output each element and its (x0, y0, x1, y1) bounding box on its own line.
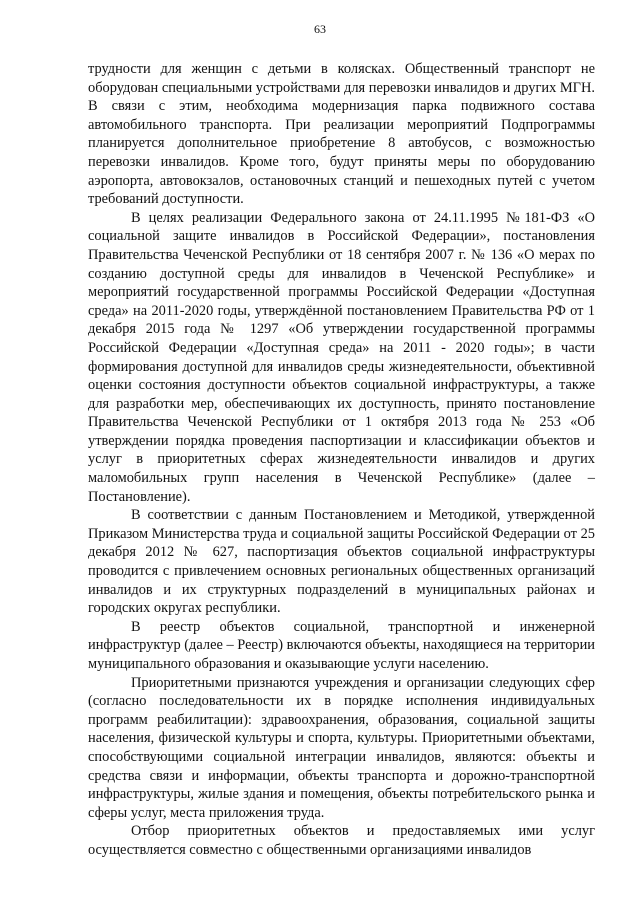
paragraph-continuation: трудности для женщин с детьми в колясках. Общественный транспорт не оборудован специальными устройствами для перевозки инвалидов и других МГН. В связи с этим, необходима модернизация парка подвижного состава автомобильного транспорта. При реализации мероприятий Подпрограммы планируется дополнительное приобретение 8 автобусов, с возможностью перевозки инвалидов. Кроме того, будут приняты меры по оборудованию аэропорта, автовокзалов, остановочных станций и пешеходных путей с учетом требований доступности. (88, 61, 595, 208)
document-body (88, 60, 595, 860)
page-number: 63 (314, 22, 326, 36)
paragraph-registry: В реестр объектов социальной, транспортной и инженерной инфраструктур (далее – Реестр) включаются объекты, находящиеся на территории муниципального образования и оказывающие услуги населению. (88, 618, 595, 672)
paragraph-priority-spheres: Приоритетными признаются учреждения и организации следующих сфер (согласно последовательности их в порядке исполнения индивидуальных программ реабилитации): здравоохранения, образования, социальной защиты населения, физической культуры и спорта, культуры. Приоритетными объектами, способствующими социальной интеграции инвалидов, являются: объекты и средства связи и информации, объекты транспорта и дорожно-транспортной инфраструктуры, жилые здания и помещения, объекты потребительского рынка и сферы услуг, места приложения труда. (88, 674, 595, 821)
paragraph-selection: Отбор приоритетных объектов и предоставляемых ими услуг осуществляется совместно с общественными организациями инвалидов (88, 823, 595, 858)
paragraph-federal-law: В целях реализации Федерального закона от 24.11.1995 №181-ФЗ «О социальной защите инвалидов в Российской Федерации», постановления Правительства Чеченской Республики от 18 сентября 2007 г. № 136 «О мерах по созданию доступной среды для инвалидов в Чеченской Республике» и мероприятий государственной программы Российской Федерации «Доступная среда» на 2011-2020 годы, утверждённой постановлением Правительства РФ от 1 декабря 2015 года № 1297 «Об утверждении государственной программы Российской Федерации «Доступная среда» на 2011 - 2020 годы»; в части формирования доступной для инвалидов среды жизнедеятельности, объективной оценки состояния доступности объектов социальной инфраструктуры, а также для разработки мер, обеспечивающих их доступность, принято постановление Правительства Чеченской Республики от 1 октября 2013 года № 253 «Об утверждении порядка проведения паспортизации и классификации объектов и услуг в приоритетных сферах жизнедеятельности инвалидов и других маломобильных групп населения в Чеченской Республике» (далее – Постановление). (88, 209, 595, 505)
paragraph-methodology: В соответствии с данным Постановлением и Методикой, утвержденной Приказом Министерства труда и социальной защиты Российской Федерации от 25 декабря 2012 № 627, паспортизация объектов социальной инфраструктуры проводится с привлечением основных региональных общественных организаций инвалидов и их структурных подразделений в муниципальных районах и городских округах республики. (88, 507, 595, 617)
